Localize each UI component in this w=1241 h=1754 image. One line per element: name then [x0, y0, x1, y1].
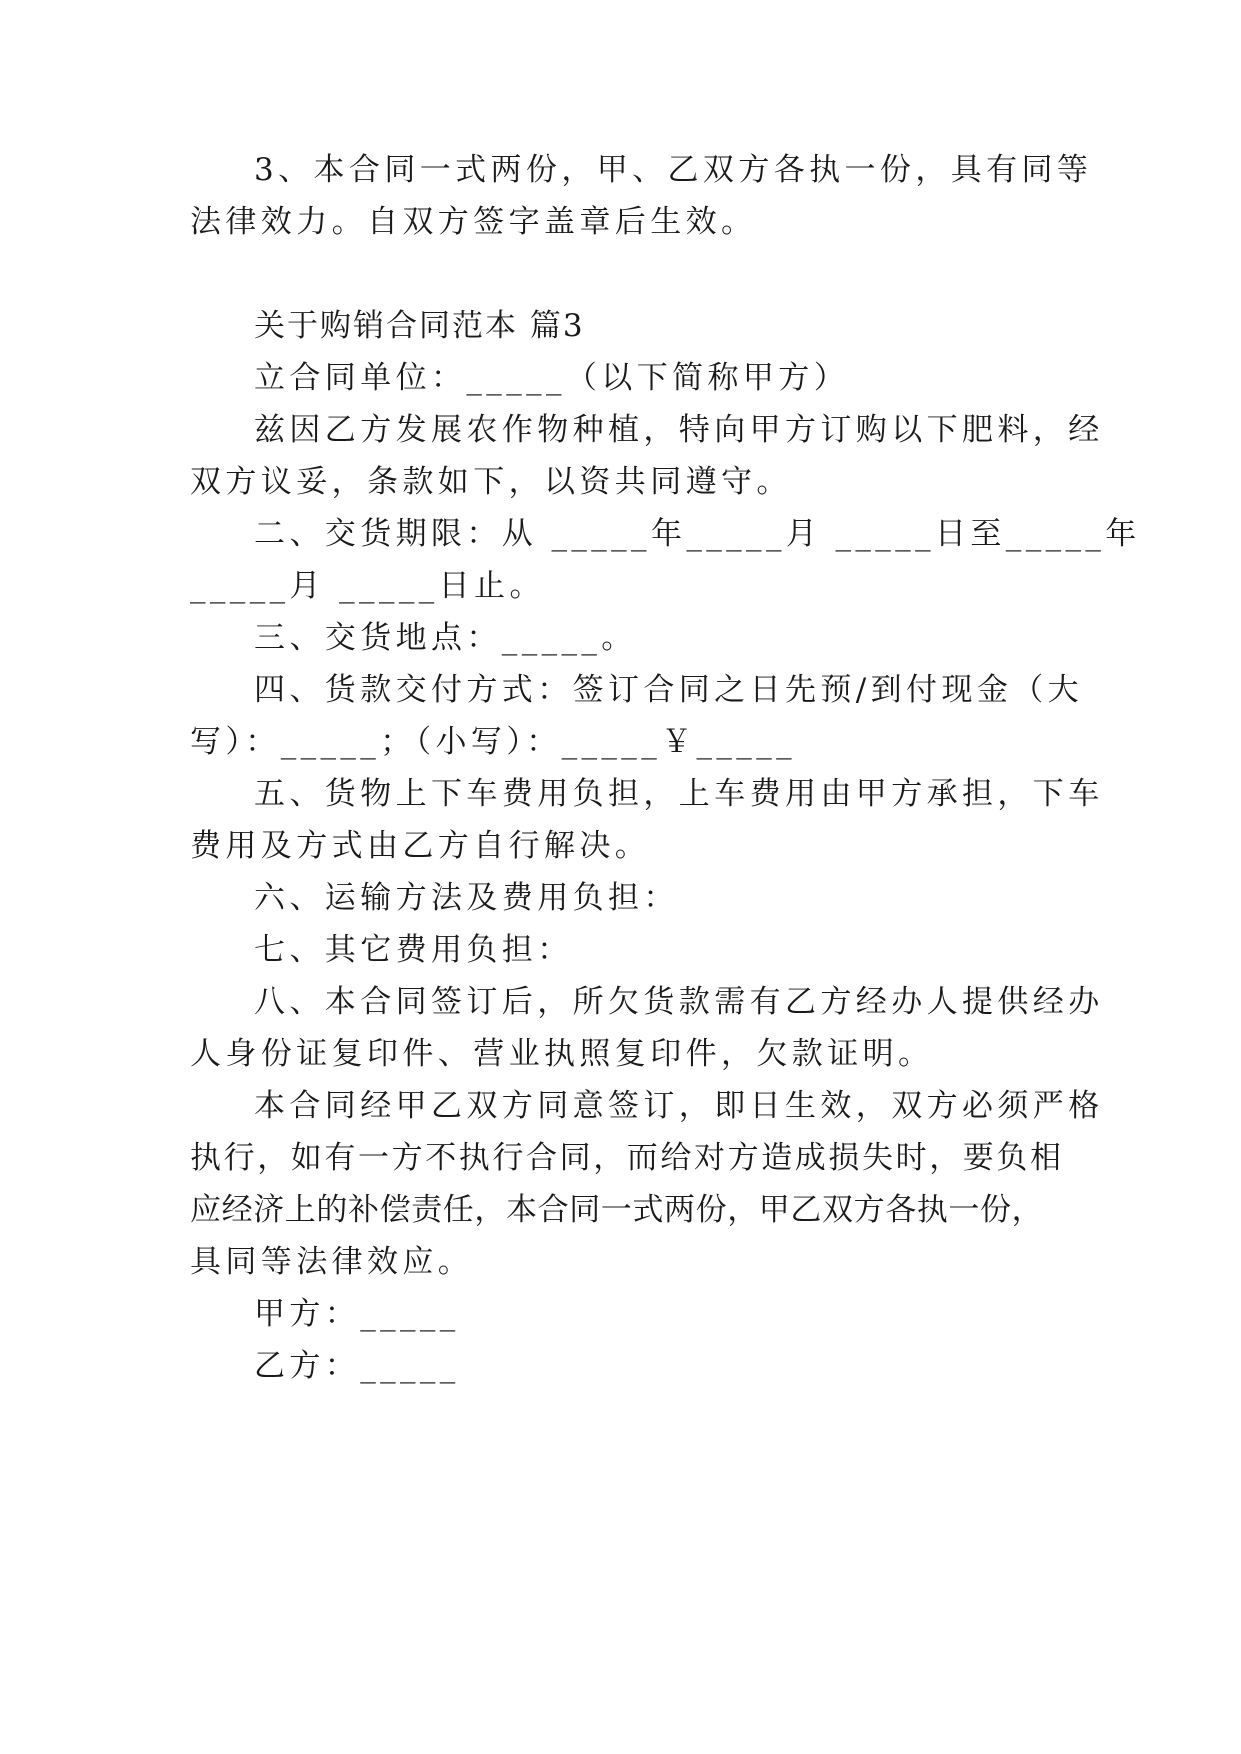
clause-2-line-1: 二、交货期限：从 _____年_____月 _____日至_____年: [254, 516, 1141, 552]
section-title: 关于购销合同范本 篇3: [254, 308, 585, 344]
clause-8-line-1: 八、本合同签订后，所欠货款需有乙方经办人提供经办: [254, 984, 1104, 1020]
clause-6: 六、运输方法及费用负担：: [254, 880, 679, 916]
closing-line-3: 应经济上的补偿责任，本合同一式两份，甲乙双方各执一份，: [190, 1192, 1044, 1228]
party-b-signature: 乙方：_____: [254, 1348, 460, 1384]
closing-line-1: 本合同经甲乙双方同意签订，即日生效，双方必须严格: [254, 1088, 1104, 1124]
intro-line-1: 兹因乙方发展农作物种植，特向甲方订购以下肥料，经: [254, 412, 1104, 448]
party-a-signature: 甲方：_____: [254, 1296, 460, 1332]
clause-3-line-1: 3、本合同一式两份，甲、乙双方各执一份，具有同等: [254, 152, 1093, 188]
clause-5-line-1: 五、货物上下车费用负担，上车费用由甲方承担，下车: [254, 776, 1104, 812]
clause-3-line-2: 法律效力。自双方签字盖章后生效。: [190, 204, 757, 240]
clause-5-line-2: 费用及方式由乙方自行解决。: [190, 828, 651, 864]
clause-7: 七、其它费用负担：: [254, 932, 573, 968]
clause-4-line-2: 写）：_____；（小写）：_____￥_____: [190, 724, 796, 760]
closing-line-4: 具同等法律效应。: [190, 1244, 474, 1280]
intro-line-2: 双方议妥，条款如下，以资共同遵守。: [190, 464, 792, 500]
clause-2-line-2: _____月 _____日止。: [190, 568, 545, 604]
clause-3-delivery-place: 三、交货地点：_____。: [254, 620, 637, 656]
contract-party-line: 立合同单位：_____（以下简称甲方）: [254, 360, 850, 396]
clause-4-line-1: 四、货款交付方式：签订合同之日先预/到付现金（大: [254, 672, 1084, 708]
clause-8-line-2: 人身份证复印件、营业执照复印件，欠款证明。: [190, 1036, 934, 1072]
closing-line-2: 执行，如有一方不执行合同，而给对方造成损失时，要负相: [190, 1140, 1064, 1176]
